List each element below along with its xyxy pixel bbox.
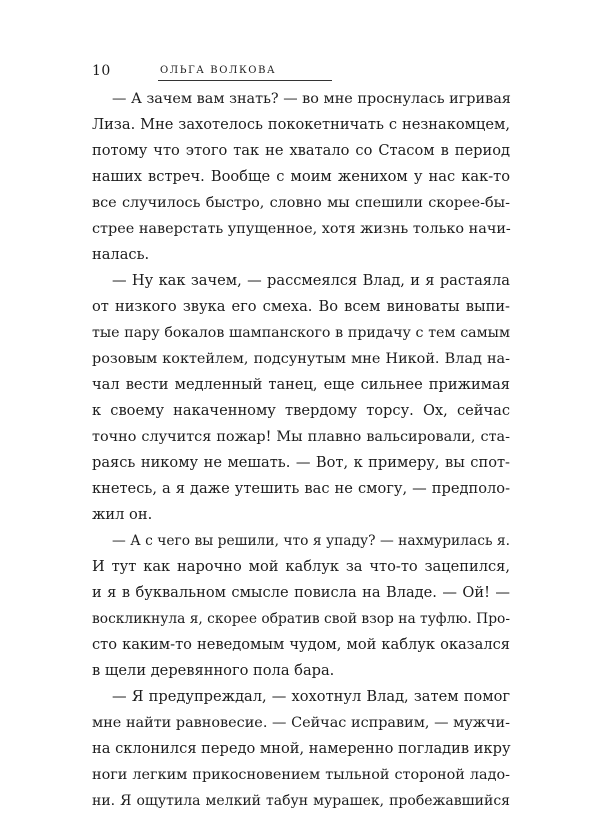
text-line: ноги легким прикосновением тыльной стороной ладо- <box>92 767 510 783</box>
text-line: налась. <box>92 246 150 263</box>
body-text <box>92 86 510 814</box>
text-line: кнетесь, а я даже утешить вас не смогу, — предполо- <box>92 480 510 497</box>
text-line: — Я предупреждал, — хохотнул Влад, затем помог <box>112 688 510 705</box>
paragraph <box>92 268 510 528</box>
text-line: — А с чего вы решили, что я упаду? — нахмурилась я. <box>112 533 510 549</box>
text-line: все случилось быстро, словно мы спешили скорее-бы- <box>92 195 510 211</box>
paragraph <box>92 86 510 268</box>
text-line: стрее наверстать упущенное, хотя жизнь только начи- <box>92 221 511 237</box>
text-line: ни. Я ощутила мелкий табун мурашек, пробежавшийся <box>92 793 510 809</box>
text-line: и я в буквальном смысле повисла на Владе. — Ой! — <box>92 584 510 601</box>
text-line: на склонился передо мной, намеренно погладив икру <box>92 740 511 757</box>
text-line: — А зачем вам знать? — во мне проснулась игривая <box>112 91 511 107</box>
text-line: — Ну как зачем, — рассмеялся Влад, и я растаяла <box>112 272 510 289</box>
text-line: от низкого звука его смеха. Во всем виноваты выпи- <box>92 298 510 315</box>
text-line: мне найти равновесие. — Сейчас исправим, — мужчи- <box>92 715 510 731</box>
text-line: чал вести медленный танец, еще сильнее прижимая <box>92 376 510 393</box>
page-header <box>92 62 510 82</box>
text-line: точно случится пожар! Мы плавно вальсировали, ста- <box>92 429 510 445</box>
text-line: раясь никому не мешать. — Вот, к примеру, вы спот- <box>92 454 510 471</box>
text-line: розовым коктейлем, подсунутым мне Никой. Влад на- <box>92 351 510 367</box>
page-number: 10 <box>92 63 111 79</box>
header-underline <box>158 80 332 81</box>
paragraph <box>92 684 510 814</box>
text-line: Лиза. Мне захотелось пококетничать с незнакомцем, <box>92 116 510 133</box>
running-title: ОЛЬГА ВОЛКОВА <box>160 65 277 76</box>
paragraph <box>92 528 510 684</box>
text-line: И тут как нарочно мой каблук за что-то зацепился, <box>92 558 510 575</box>
text-line: в щели деревянного пола бара. <box>92 662 335 679</box>
text-line: потому что этого так не хватало со Стасом в период <box>92 142 510 159</box>
text-line: наших встреч. Вообще с моим женихом у нас как-то <box>92 168 510 185</box>
text-line: тые пару бокалов шампанского в придачу с тем самым <box>92 325 510 341</box>
text-line: сто каким-то неведомым чудом, мой каблук оказался <box>92 636 510 653</box>
text-line: жил он. <box>92 506 153 523</box>
text-line: к своему накаченному твердому торсу. Ох, сейчас <box>92 402 510 419</box>
text-line: воскликнула я, скорее обратив свой взор на туфлю. Про- <box>92 611 510 627</box>
